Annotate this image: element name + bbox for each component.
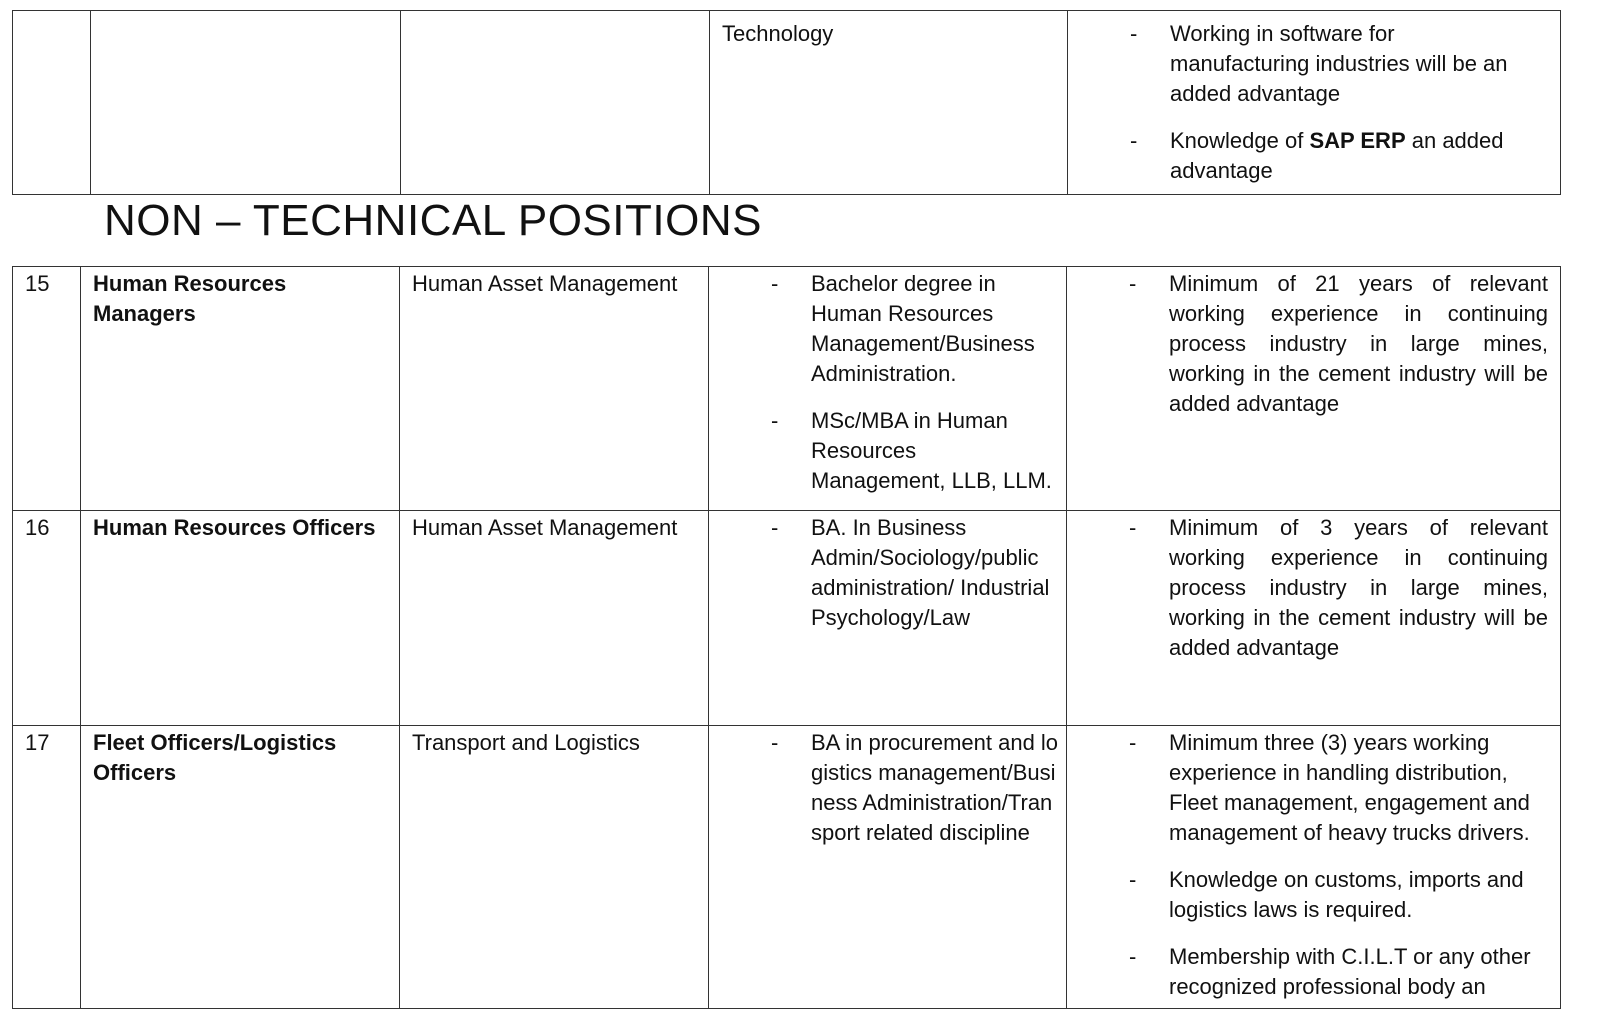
experience-text: Membership with C.I.L.T or any other recognized professional body an xyxy=(1169,944,1531,999)
qualifications-list xyxy=(721,728,1060,848)
position-title: Human Resources Managers xyxy=(93,271,287,326)
field-cell xyxy=(400,267,709,511)
table-row xyxy=(13,511,1561,726)
experience-text: Working in software for manufacturing industries will be an added advantage xyxy=(1170,21,1508,106)
dash-bullet: - xyxy=(1130,21,1138,46)
sap-erp-text: SAP ERP xyxy=(1309,128,1406,153)
positions-table xyxy=(12,266,1561,1009)
experience-list xyxy=(1079,728,1548,1002)
table-row xyxy=(13,726,1561,1009)
list-item xyxy=(721,513,1060,633)
dash-bullet: - xyxy=(1130,128,1138,153)
field-text: Human Asset Management xyxy=(412,515,678,540)
experience-list xyxy=(1079,513,1548,663)
experience-text: Minimum three (3) years working experience in handling distribution, Fleet management, engagement and management of heavy trucks drivers. xyxy=(1169,730,1530,845)
qualifications-cell xyxy=(709,511,1067,726)
qualifications-list xyxy=(721,269,1054,496)
dash-bullet: - xyxy=(771,408,779,433)
position-cell xyxy=(81,511,400,726)
row-number: 17 xyxy=(25,730,50,755)
list-item xyxy=(1079,513,1548,663)
sap-prefix: Knowledge of xyxy=(1170,128,1310,153)
experience-text: Minimum of 3 years of relevant working experience in continuing process industry in large mines, working in the cement industry will be added advantage xyxy=(1169,515,1548,660)
table-row xyxy=(13,267,1561,511)
list-item xyxy=(1080,19,1540,109)
experience-list xyxy=(1079,269,1548,419)
experience-text: Minimum of 21 years of relevant working experience in continuing process industry in large mines, working in the cement industry will be added advantage xyxy=(1169,271,1548,416)
list-item xyxy=(721,728,1060,848)
experience-cell xyxy=(1068,11,1561,195)
qualification-text: Bachelor degree in Human Resources Management/Business Administration. xyxy=(811,271,1035,386)
experience-cell xyxy=(1067,726,1561,1009)
field-cell xyxy=(710,11,1068,195)
qualifications-list xyxy=(721,513,1060,633)
dash-bullet: - xyxy=(1129,730,1137,755)
experience-cell xyxy=(1067,511,1561,726)
sap-suffix: an added advantage xyxy=(1170,128,1504,183)
dash-bullet: - xyxy=(771,271,779,296)
dash-bullet: - xyxy=(1129,944,1137,969)
field-text: Transport and Logistics xyxy=(412,730,640,755)
experience-text: Knowledge on customs, imports and logistics laws is required. xyxy=(1169,867,1524,922)
dash-bullet: - xyxy=(1129,515,1137,540)
experience-cell xyxy=(1067,267,1561,511)
table-row xyxy=(13,11,1561,195)
qualification-text: MSc/MBA in Human Resources Management, LLB, LLM. xyxy=(811,408,1052,493)
dash-bullet: - xyxy=(1129,271,1137,296)
list-item xyxy=(721,269,1054,389)
list-item xyxy=(1079,865,1548,925)
number-cell xyxy=(13,267,81,511)
number-cell xyxy=(13,511,81,726)
field-text: Human Asset Management xyxy=(412,271,678,296)
empty-cell xyxy=(401,11,710,195)
qualification-text: BA in procurement and logistics management/Business Administration/Transport related discipline xyxy=(811,730,1059,845)
dash-bullet: - xyxy=(1129,867,1137,892)
position-cell xyxy=(91,11,401,195)
section-title: NON – TECHNICAL POSITIONS xyxy=(104,196,762,245)
qualifications-cell xyxy=(709,267,1067,511)
dash-bullet: - xyxy=(771,730,779,755)
continuation-table xyxy=(12,10,1561,195)
number-cell xyxy=(13,11,91,195)
list-item xyxy=(1080,126,1540,186)
field-text: Technology xyxy=(722,21,834,46)
dash-bullet: - xyxy=(771,515,779,540)
position-title: Human Resources Officers xyxy=(93,515,376,540)
qualifications-cell xyxy=(709,726,1067,1009)
number-cell xyxy=(13,726,81,1009)
qualification-text: BA. In Business Admin/Sociology/public administration/ Industrial Psychology/Law xyxy=(811,515,1050,630)
row-number: 16 xyxy=(25,515,50,540)
position-title: Fleet Officers/Logistics Officers xyxy=(93,730,337,785)
field-cell xyxy=(400,511,709,726)
experience-list xyxy=(1080,19,1540,186)
position-cell xyxy=(81,726,400,1009)
list-item xyxy=(721,406,1054,496)
list-item xyxy=(1079,269,1548,419)
position-cell xyxy=(81,267,400,511)
row-number: 15 xyxy=(25,271,50,296)
list-item xyxy=(1079,942,1548,1002)
field-cell xyxy=(400,726,709,1009)
list-item xyxy=(1079,728,1548,848)
